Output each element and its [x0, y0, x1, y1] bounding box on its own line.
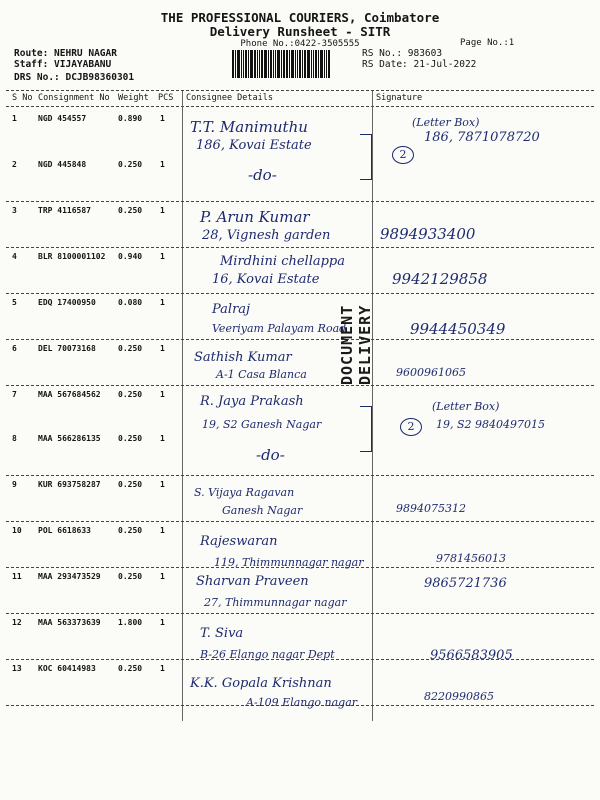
row-sno: 1 [12, 114, 17, 123]
col-signature: Signature [376, 93, 423, 103]
row-consignment: MAA 567684562 [38, 390, 101, 399]
barcode-bar [318, 50, 319, 78]
row-sno: 3 [12, 206, 17, 215]
handwritten-signature: 9865721736 [424, 576, 507, 591]
row-weight: 0.250 [118, 160, 143, 169]
phone-number: Phone No.:0422-3505555 [240, 39, 360, 49]
row-pcs: 1 [160, 664, 165, 673]
row-weight: 0.250 [118, 664, 143, 673]
row-divider [6, 385, 594, 386]
row-consignment: NGD 454557 [38, 114, 87, 123]
handwritten-name: T. Siva [200, 626, 244, 641]
handwritten-name: Sharvan Praveen [196, 574, 309, 589]
barcode-bar [257, 50, 258, 78]
row-sno: 8 [12, 434, 17, 443]
handwritten-address: Ganesh Nagar [222, 504, 303, 517]
barcode-bar [313, 50, 314, 78]
row-divider [6, 247, 594, 248]
row-weight: 0.940 [118, 252, 143, 261]
handwritten-name: K.K. Gopala Krishnan [190, 676, 332, 691]
handwritten-name: Rajeswaran [200, 534, 278, 549]
row-divider [6, 521, 594, 522]
barcode-bar [237, 50, 240, 78]
row-consignment: TRP 4116587 [38, 206, 91, 215]
handwritten-name: Palraj [212, 302, 251, 317]
col-pcs: PCS [158, 93, 174, 103]
row-weight: 0.250 [118, 480, 143, 489]
rs-date: RS Date: 21-Jul-2022 [362, 59, 477, 70]
handwritten-name: P. Arun Kumar [200, 208, 310, 226]
row-consignment: BLR 8100001102 [38, 252, 106, 261]
row-sno: 11 [12, 572, 22, 581]
handwritten-name: R. Jaya Prakash [200, 394, 304, 409]
barcode-bar [245, 50, 247, 78]
barcode-bar [320, 50, 323, 78]
row-consignment: MAA 563373639 [38, 618, 101, 627]
circled-number: 2 [392, 146, 414, 164]
col-consignee: Consignee Details [186, 93, 273, 103]
handwritten-address: 19, S2 Ganesh Nagar [202, 418, 322, 431]
barcode-bar [326, 50, 327, 78]
barcode-bar [281, 50, 282, 78]
row-pcs: 1 [160, 206, 165, 215]
row-pcs: 1 [160, 114, 165, 123]
barcode-bar [261, 50, 263, 78]
row-pcs: 1 [160, 434, 165, 443]
handwritten-address: B-26 Elango nagar Dept [200, 648, 335, 661]
barcode-bar [289, 50, 290, 78]
barcode-bar [328, 50, 330, 78]
document-title: Delivery Runsheet - SITR [209, 24, 391, 39]
rs-number: RS No.: 983603 [362, 48, 443, 59]
handwritten-address: 119, Thimmunnagar nagar [214, 556, 364, 569]
barcode-bar [302, 50, 303, 78]
barcode-bar [232, 50, 234, 78]
row-consignment: DEL 70073168 [38, 344, 96, 353]
handwritten-signature: 9781456013 [436, 552, 506, 565]
handwritten-signature: 9894075312 [396, 502, 466, 515]
row-sno: 6 [12, 344, 17, 353]
row-divider [6, 293, 594, 294]
row-consignment: KOC 60414983 [38, 664, 96, 673]
row-weight: 0.250 [118, 434, 143, 443]
barcode-bar [273, 50, 274, 78]
staff-label: Staff: VIJAYABANU [14, 59, 112, 70]
row-weight: 0.250 [118, 390, 143, 399]
row-consignment: KUR 693758287 [38, 480, 101, 489]
handwritten-name: T.T. Manimuthu [190, 118, 308, 136]
row-weight: 0.250 [118, 344, 143, 353]
barcode-bar [311, 50, 312, 78]
handwritten-signature: 9944450349 [410, 320, 506, 338]
header-bottom-divider [6, 106, 594, 107]
barcode-bar [295, 50, 296, 78]
row-sno: 10 [12, 526, 22, 535]
barcode-bar [241, 50, 242, 78]
barcode-bar [315, 50, 317, 78]
row-sno: 4 [12, 252, 17, 261]
barcode-bar [235, 50, 236, 78]
company-title: THE PROFESSIONAL COURIERS, Coimbatore [160, 10, 440, 25]
barcode-bar [268, 50, 269, 78]
barcode-bar [283, 50, 285, 78]
row-consignment: MAA 566286135 [38, 434, 101, 443]
row-weight: 0.080 [118, 298, 143, 307]
handwritten-signature: (Letter Box) [412, 116, 480, 129]
handwritten-ditto: -do- [256, 446, 285, 464]
handwritten-address: A-1 Casa Blanca [216, 368, 307, 381]
route-label: Route: NEHRU NAGAR [14, 48, 117, 59]
row-divider [6, 339, 594, 340]
row-consignment: EDQ 17400950 [38, 298, 96, 307]
barcode-bar [286, 50, 288, 78]
barcode-bar [275, 50, 276, 78]
barcode-bar [248, 50, 249, 78]
row-weight: 1.800 [118, 618, 143, 627]
row-sno: 9 [12, 480, 17, 489]
handwritten-signature: (Letter Box) [432, 400, 500, 413]
handwritten-name: S. Vijaya Ragavan [194, 486, 295, 499]
row-pcs: 1 [160, 252, 165, 261]
barcode-bar [299, 50, 301, 78]
delivery-stamp-text: DOCUMENT DELIVERY [338, 304, 374, 385]
handwritten-signature: 9600961065 [396, 366, 466, 379]
column-divider [182, 91, 183, 721]
handwritten-address: A-109 Elango nagar [246, 696, 358, 709]
row-sno: 7 [12, 390, 17, 399]
handwritten-address: 16, Kovai Estate [212, 272, 320, 287]
barcode-bar [264, 50, 267, 78]
handwritten-signature: 9566583905 [430, 648, 513, 663]
barcode [232, 50, 352, 78]
row-divider [6, 201, 594, 202]
barcode-bar [297, 50, 298, 78]
barcode-bar [307, 50, 310, 78]
row-pcs: 1 [160, 298, 165, 307]
handwritten-address: Veeriyam Palayam Road [212, 322, 347, 335]
handwritten-signature: 8220990865 [424, 690, 494, 703]
barcode-bar [324, 50, 325, 78]
handwritten-ditto: -do- [248, 166, 277, 184]
circled-number: 2 [400, 418, 422, 436]
row-weight: 0.250 [118, 526, 143, 535]
barcode-bar [291, 50, 294, 78]
row-weight: 0.250 [118, 572, 143, 581]
row-consignment: NGD 445848 [38, 160, 87, 169]
row-sno: 2 [12, 160, 17, 169]
barcode-bar [304, 50, 306, 78]
bracket-mark [360, 134, 372, 180]
row-consignment: MAA 293473529 [38, 572, 101, 581]
row-divider [6, 613, 594, 614]
handwritten-address: 28, Vignesh garden [202, 228, 331, 243]
handwritten-name: Mirdhini chellappa [220, 254, 346, 269]
row-pcs: 1 [160, 526, 165, 535]
handwritten-name: Sathish Kumar [194, 350, 292, 365]
handwritten-signature: 186, 7871078720 [424, 130, 540, 145]
handwritten-signature: 9942129858 [392, 270, 488, 288]
column-divider [372, 91, 373, 721]
barcode-bar [254, 50, 256, 78]
drs-number: DRS No.: DCJB98360301 [14, 72, 135, 83]
handwritten-address: 186, Kovai Estate [196, 138, 312, 153]
header-top-divider [6, 90, 594, 91]
handwritten-signature: 9894933400 [380, 225, 476, 243]
barcode-bar [277, 50, 280, 78]
row-pcs: 1 [160, 572, 165, 581]
page-number: Page No.:1 [460, 38, 515, 48]
barcode-bar [243, 50, 244, 78]
handwritten-address: 27, Thimmunnagar nagar [204, 596, 347, 609]
barcode-bar [250, 50, 253, 78]
handwritten-signature: 19, S2 9840497015 [436, 418, 546, 431]
barcode-bar [270, 50, 272, 78]
col-weight: Weight [118, 93, 149, 103]
row-pcs: 1 [160, 390, 165, 399]
row-pcs: 1 [160, 618, 165, 627]
row-divider [6, 475, 594, 476]
row-pcs: 1 [160, 344, 165, 353]
row-weight: 0.250 [118, 206, 143, 215]
row-pcs: 1 [160, 160, 165, 169]
bracket-mark [360, 406, 372, 452]
row-pcs: 1 [160, 480, 165, 489]
barcode-bar [259, 50, 260, 78]
col-consignment: Consignment No [38, 93, 110, 103]
row-weight: 0.890 [118, 114, 143, 123]
row-sno: 12 [12, 618, 22, 627]
row-consignment: POL 6618633 [38, 526, 91, 535]
row-sno: 13 [12, 664, 22, 673]
col-sno: S No [12, 93, 33, 103]
row-sno: 5 [12, 298, 17, 307]
